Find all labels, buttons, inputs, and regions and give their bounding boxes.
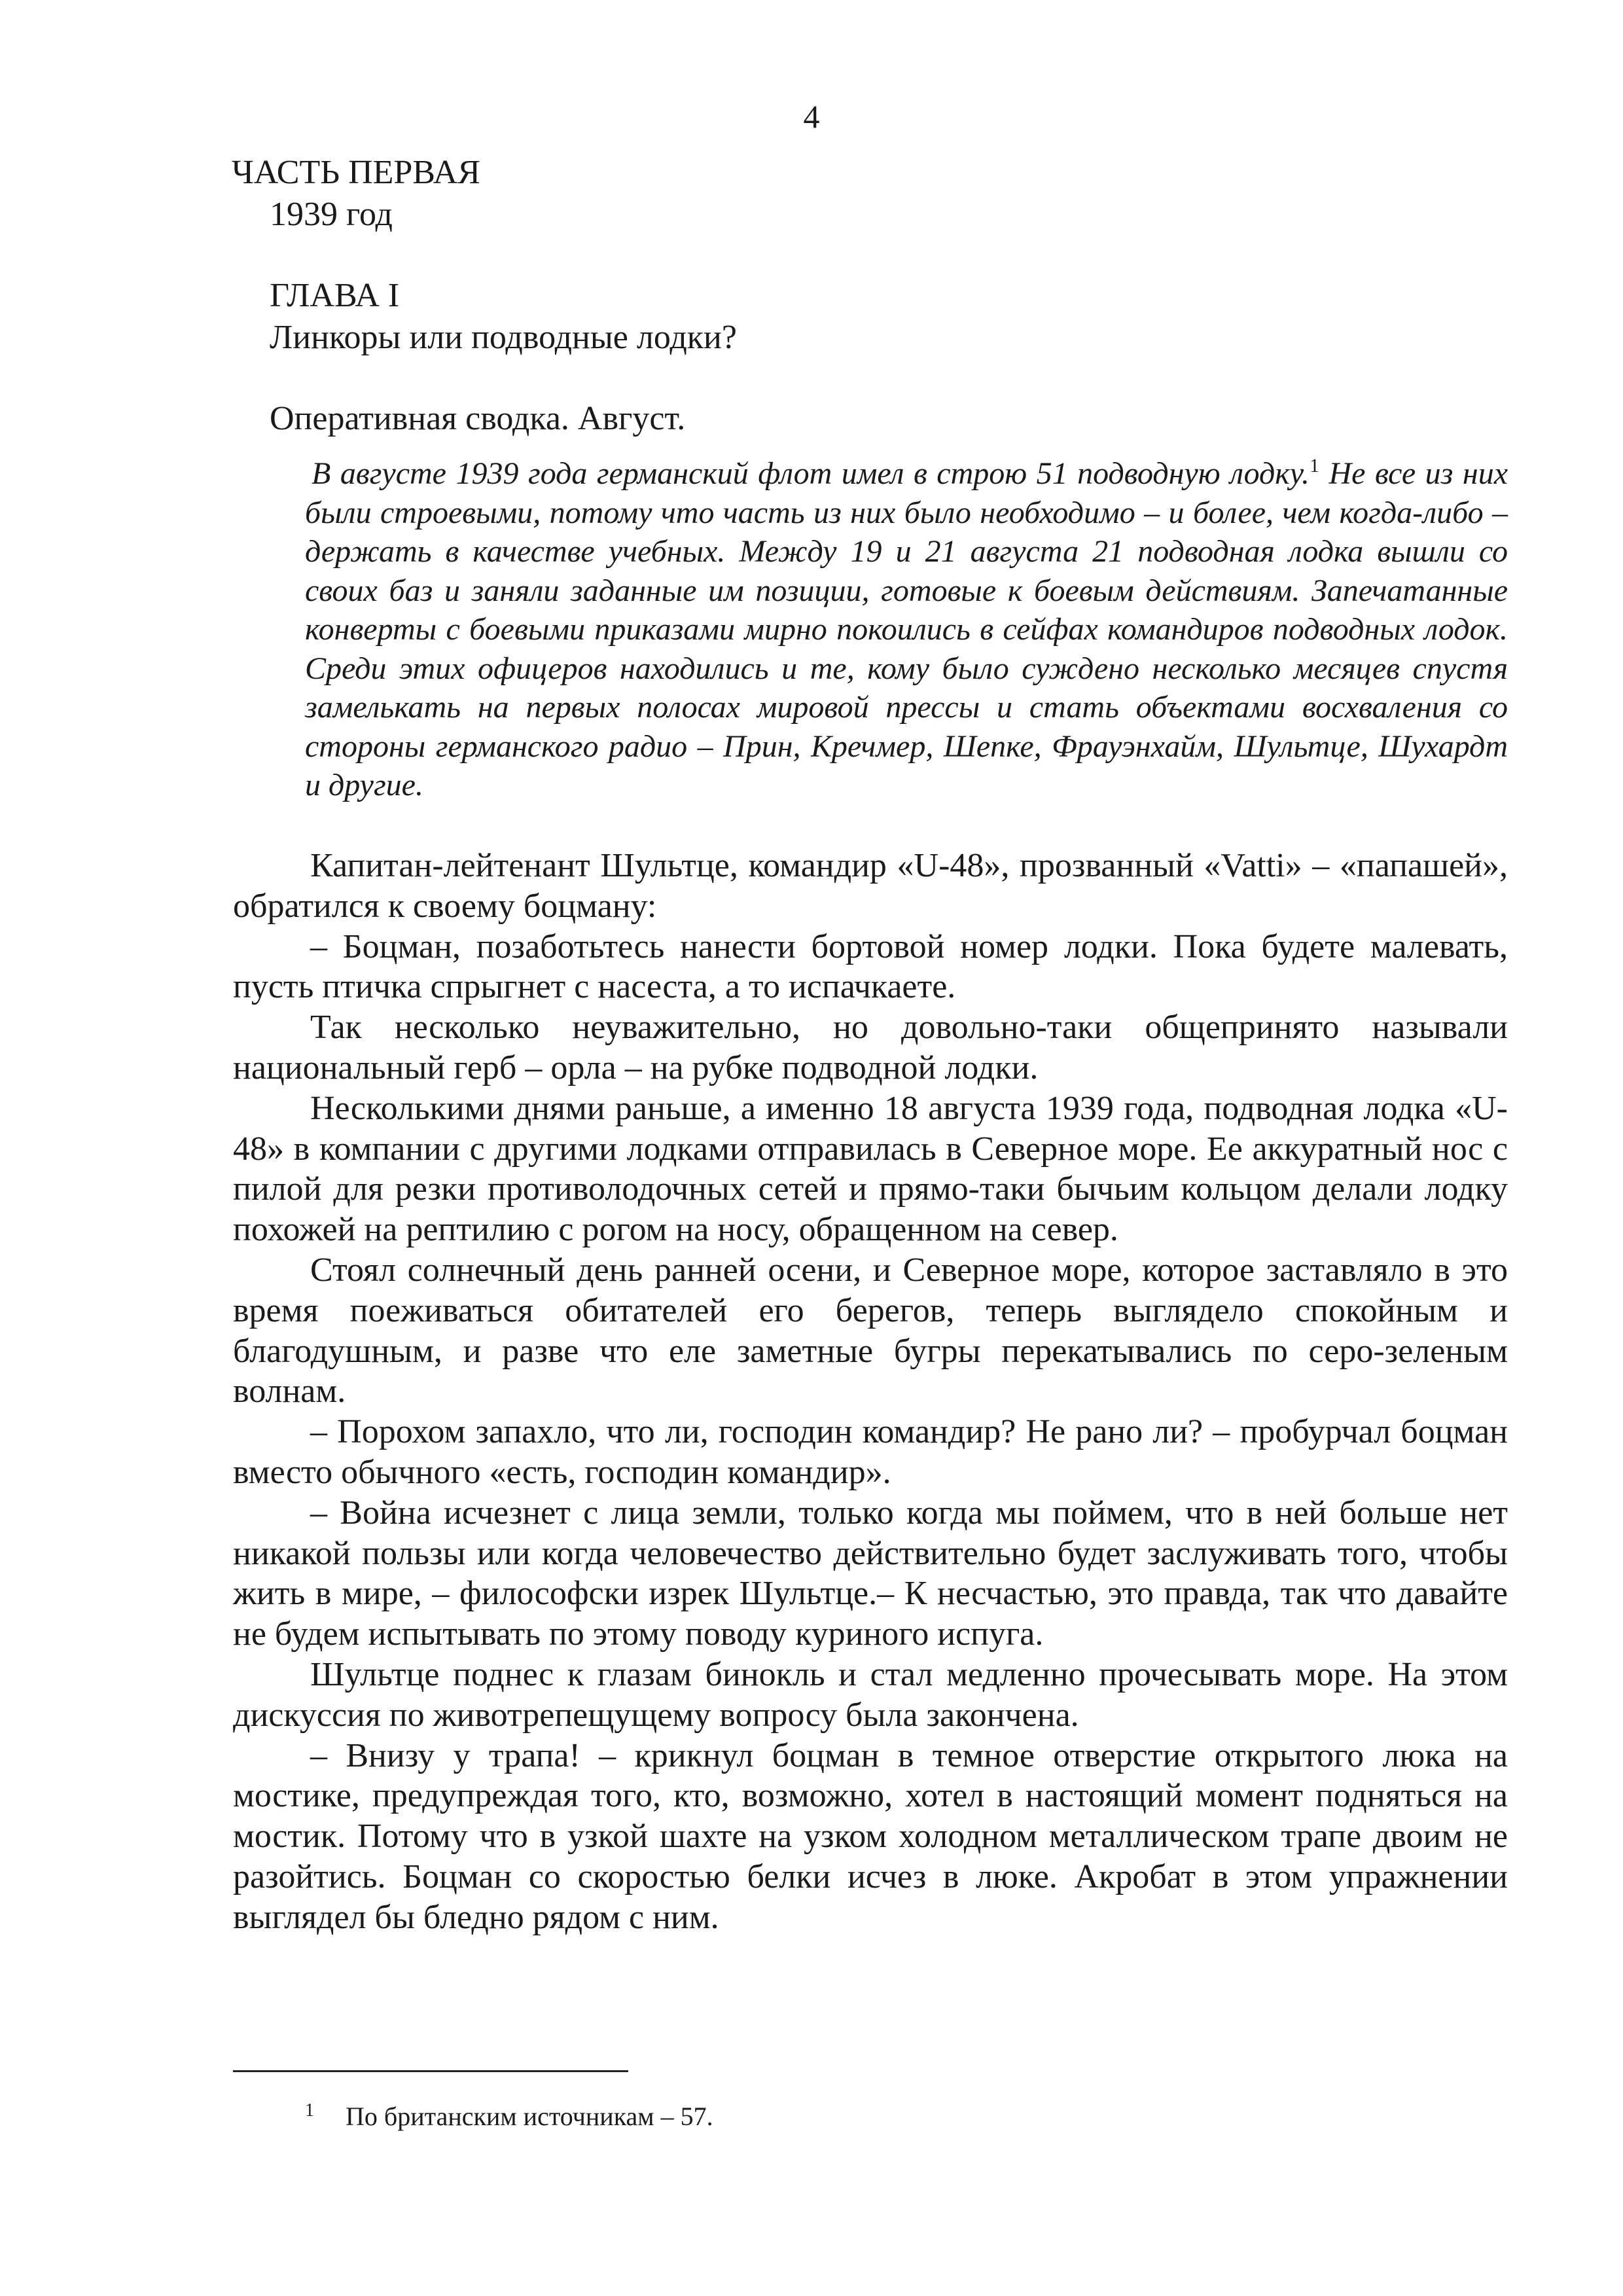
epigraph-text-start: В августе 1939 года германский флот имел в строю 51 подводную лодку.	[312, 456, 1310, 491]
chapter-subtitle: Линкоры или подводные лодки?	[270, 319, 737, 356]
section-heading: Оперативная сводка. Август.	[270, 400, 686, 437]
body-paragraph: – Война исчезнет с лица земли, только когда мы поймем, что в ней больше нет никакой пользы или когда человечество действительно будет заслуживать того, чтобы жить в мире, – философски изрек Шультце.– К несчастью, это правда, так что давайте не будем испытывать по этому поводу куриного испуга.	[233, 1494, 1508, 1653]
body-paragraph: Несколькими днями раньше, а именно 18 августа 1939 года, подводная лодка «U-48» в компании с другими лодками отправилась в Северное море. Ее аккуратный нос с пилой для резки противолодочных сетей и прямо-таки бычьим кольцом делали лодку похожей на рептилию с рогом на носу, обращенном на север.	[233, 1089, 1508, 1249]
part-title: ЧАСТЬ ПЕРВАЯ	[232, 154, 480, 191]
body-paragraph: Стоял солнечный день ранней осени, и Северное море, которое заставляло в это время поеживаться обитателей его берегов, теперь выглядело спокойным и благодушным, и разве что еле заметные бугры перекатывались по серо-зеленым волнам.	[233, 1251, 1508, 1410]
body-paragraph: Капитан-лейтенант Шультце, командир «U-48», прозванный «Vatti» – «папашей», обратился к своему боцману:	[233, 847, 1508, 925]
footnote-number: 1	[305, 2100, 314, 2121]
body-paragraph: – Порохом запахло, что ли, господин командир? Не рано ли? – пробурчал боцман вместо обычного «есть, господин командир».	[233, 1413, 1508, 1491]
part-year: 1939 год	[270, 196, 393, 233]
footnote-divider	[233, 2070, 628, 2072]
page-number: 4	[803, 98, 820, 135]
epigraph-paragraph	[305, 454, 1508, 805]
body-paragraph: Так несколько неуважительно, но довольно-таки общепринято называли национальный герб – орла – на рубке подводной лодки.	[233, 1009, 1508, 1086]
footnote-reference[interactable]: 1	[1309, 455, 1319, 476]
epigraph-block	[305, 454, 1508, 805]
footnote	[305, 2094, 713, 2133]
body-text	[233, 846, 1508, 1938]
body-paragraph: – Внизу у трапа! – крикнул боцман в темное отверстие открытого люка на мостике, предупреждая того, кто, возможно, хотел в настоящий момент подняться на мостик. Потому что в узкой шахте на узком холодном металлическом трапе двоим не разойтись. Боцман со скоростью белки исчез в люке. Акробат в этом упражнении выглядел бы бледно рядом с ним.	[233, 1736, 1508, 1936]
epigraph-text-rest: Не все из них были строевыми, потому что часть из них было необходимо – и более, чем когда-либо – держать в качестве учебных. Между 19 и 21 августа 21 подводная лодка вышли со своих баз и заняли заданные им позиции, готовые к боевым действиям. Запечатанные конверты с боевыми приказами мирно покоились в сейфах командиров подводных лодок. Среди этих офицеров находились и те, кому было суждено несколько месяцев спустя замелькать на первых полосах мировой прессы и стать объектами восхваления со стороны германского радио – Прин, Кречмер, Шепке, Фрауэнхайм, Шультце, Шухардт и другие.	[305, 456, 1508, 802]
body-paragraph: – Боцман, позаботьтесь нанести бортовой номер лодки. Пока будете малевать, пусть птичка спрыгнет с насеста, а то испачкаете.	[233, 927, 1508, 1006]
footnote-text: По британским источникам – 57.	[346, 2102, 713, 2131]
chapter-title: ГЛАВА I	[270, 277, 400, 314]
body-paragraph: Шультце поднес к глазам бинокль и стал медленно прочесывать море. На этом дискуссия по животрепещущему вопросу была закончена.	[233, 1655, 1508, 1734]
